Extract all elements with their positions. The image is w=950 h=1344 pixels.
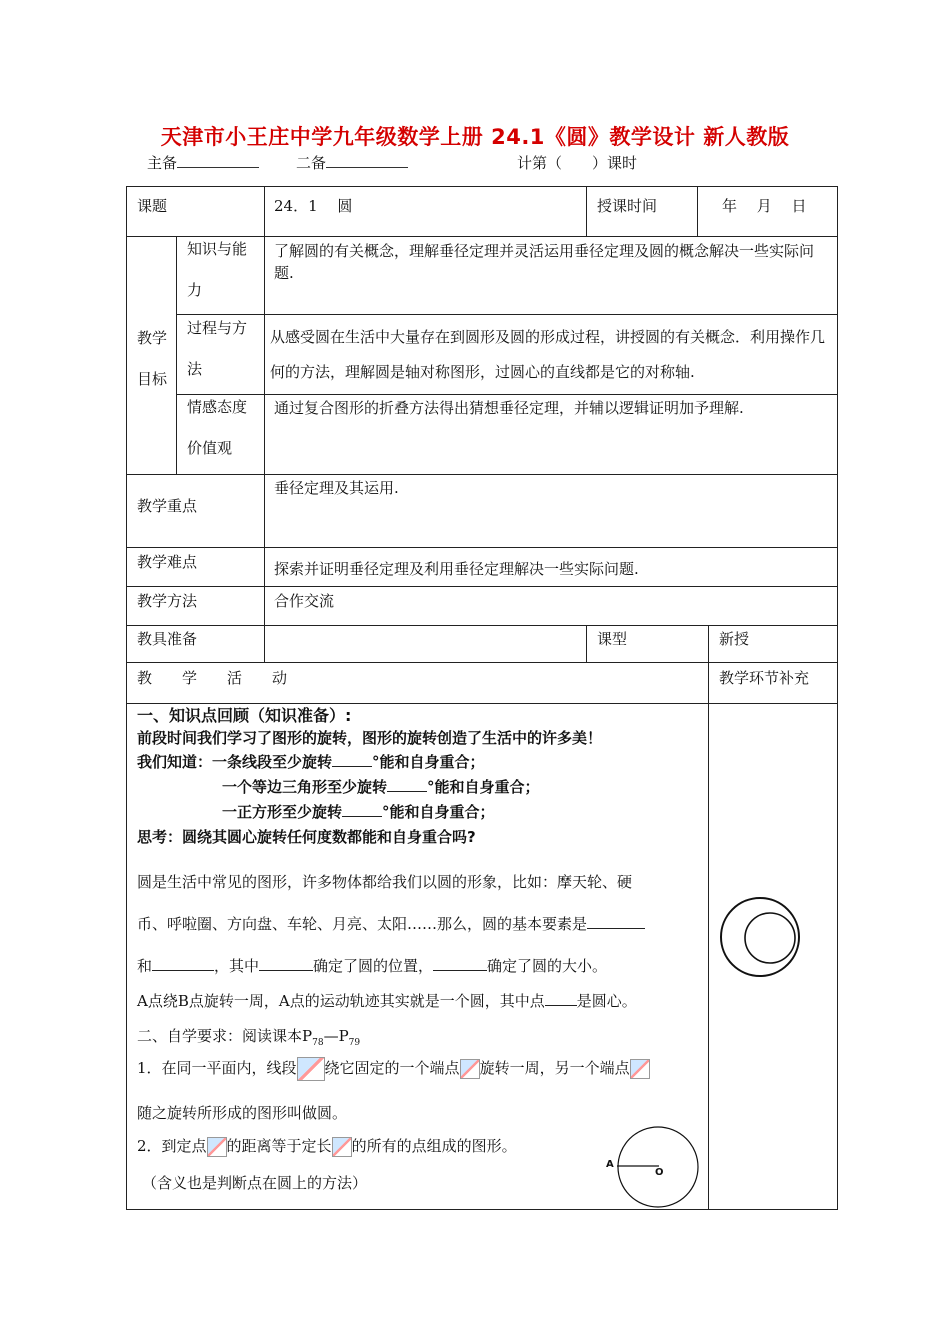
review-line-4 [222, 801, 495, 822]
guocheng-label: 过程与方法 [187, 319, 248, 378]
circle-intro-1: 圆是生活中常见的图形，许多物体都给我们以圆的形象，比如：摩天轮、硬 [137, 873, 633, 891]
zhishi-label: 知识与能力 [187, 240, 248, 299]
question-2-text-b: 的距离等于定长 [226, 1137, 332, 1155]
question-2-text-a: 2．到定点 [137, 1137, 207, 1155]
meta-erbei-label: 二备 [296, 154, 327, 172]
meta-zhubei-label: 主备 [147, 154, 178, 172]
review-line-1: 前段时间我们学习了图形的旋转，图形的旋转创造了生活中的许多美！ [137, 729, 603, 747]
image-placeholder-icon [207, 1137, 227, 1157]
blank [152, 956, 214, 971]
meta-erbei [296, 152, 408, 173]
qinggan-label: 情感态度价值观 [187, 398, 248, 457]
meta-jidi: 计第（ ）课时 [517, 154, 638, 172]
question-2-text-c: 的所有的点组成的图形。 [351, 1137, 517, 1155]
fangfa-text: 合作交流 [274, 592, 335, 610]
figure-label-o: O [655, 1167, 664, 1178]
text-qizhong: ，其中 [214, 957, 260, 975]
blank [433, 956, 487, 971]
question-1-text-c: 旋转一周，另一个端点 [479, 1059, 630, 1077]
blank [587, 914, 645, 929]
section-2-heading [137, 1025, 360, 1048]
rotation-statement-text: A点绕B点旋转一周，A点的运动轨迹其实就是一个圆，其中点 [137, 992, 545, 1010]
keti-value: 24．1 圆 [274, 197, 353, 215]
page-to: 79 [348, 1038, 361, 1048]
rotation-statement [137, 990, 637, 1011]
circle-intro-3 [137, 955, 607, 976]
question-1-cont: 随之旋转所形成的图形叫做圆。 [137, 1104, 348, 1122]
blank [259, 956, 313, 971]
rotation-statement-end: 是圆心。 [576, 992, 637, 1010]
huodong-label: 教 学 活 动 [137, 669, 288, 687]
nandian-text: 探索并证明垂径定理及利用垂径定理解决一些实际问题. [274, 560, 639, 578]
zhongdian-label: 教学重点 [137, 497, 198, 515]
page-from: 78 [312, 1038, 324, 1048]
image-placeholder-icon [630, 1059, 650, 1079]
date-value: 年 月 日 [722, 197, 807, 215]
question-2-note: （含义也是判断点在圆上的方法） [142, 1174, 368, 1192]
text-position: 确定了圆的位置， [313, 957, 434, 975]
document-title: 天津市小王庄中学九年级数学上册 24.1《圆》教学设计 新人教版 [160, 125, 790, 149]
zhishi-text: 了解圆的有关概念，理解垂径定理并灵活运用垂径定理及圆的概念解决一些实际问题. [274, 242, 815, 282]
blank [545, 991, 577, 1006]
review-line-2-end: °能和自身重合； [372, 753, 485, 771]
section-1-heading: 一、知识点回顾（知识准备）: [137, 706, 352, 725]
shouke-label: 授课时间 [597, 197, 658, 215]
blank [387, 777, 427, 792]
blank [177, 153, 259, 168]
section-2-dash: —P [323, 1027, 349, 1045]
fangfa-label: 教学方法 [137, 592, 198, 610]
review-line-4-end: °能和自身重合； [382, 803, 495, 821]
keti-label: 课题 [137, 197, 168, 215]
guocheng-text: 从感受圆在生活中大量存在到圆形及圆的形成过程，讲授圆的有关概念．利用操作几何的方法，理解圆是轴对称图形，过圆心的直线都是它的对称轴. [270, 328, 826, 381]
review-question: 思考：圆绕其圆心旋转任何度数都能和自身重合吗? [137, 828, 476, 846]
meta-zhubei [147, 152, 259, 173]
figure-label-a: A [606, 1159, 614, 1170]
concentric-circle-inner [745, 913, 795, 963]
question-1 [137, 1057, 650, 1081]
concentric-circle-outer [721, 898, 799, 976]
section-2-text: 二、自学要求：阅读课本P [137, 1027, 313, 1045]
blank [326, 153, 408, 168]
review-line-4-text: 一正方形至少旋转 [222, 803, 343, 821]
blank [342, 802, 382, 817]
review-line-2-text: 我们知道：一条线段至少旋转 [137, 753, 333, 771]
image-placeholder-icon [332, 1137, 352, 1157]
kexing-value: 新授 [719, 630, 750, 648]
jiaoxue-mubiao-label: 教学目标 [137, 329, 168, 388]
review-line-3-text: 一个等边三角形至少旋转 [222, 778, 388, 796]
text-size: 确定了圆的大小。 [487, 957, 608, 975]
jiaoju-label: 教具准备 [137, 630, 198, 648]
review-line-3-end: °能和自身重合； [427, 778, 540, 796]
review-line-3 [222, 776, 540, 797]
review-line-2 [137, 751, 485, 772]
nandian-label: 教学难点 [137, 553, 198, 571]
image-placeholder-icon [460, 1059, 480, 1079]
buchong-label: 教学环节补充 [719, 669, 810, 687]
circle-intro-2-text: 币、呼啦圈、方向盘、车轮、月亮、太阳……那么，圆的基本要素是 [137, 915, 588, 933]
circle-intro-2 [137, 913, 645, 934]
text-he: 和 [137, 957, 153, 975]
zhongdian-text: 垂径定理及其运用. [274, 479, 399, 497]
blank [332, 752, 372, 767]
kexing-label: 课型 [597, 630, 628, 648]
question-2 [137, 1135, 517, 1157]
qinggan-text: 通过复合图形的折叠方法得出猜想垂径定理，并辅以逻辑证明加予理解. [274, 399, 744, 417]
question-1-text-b: 绕它固定的一个端点 [324, 1059, 460, 1077]
question-1-text-a: 1．在同一平面内，线段 [137, 1059, 297, 1077]
image-placeholder-icon [297, 1057, 325, 1081]
